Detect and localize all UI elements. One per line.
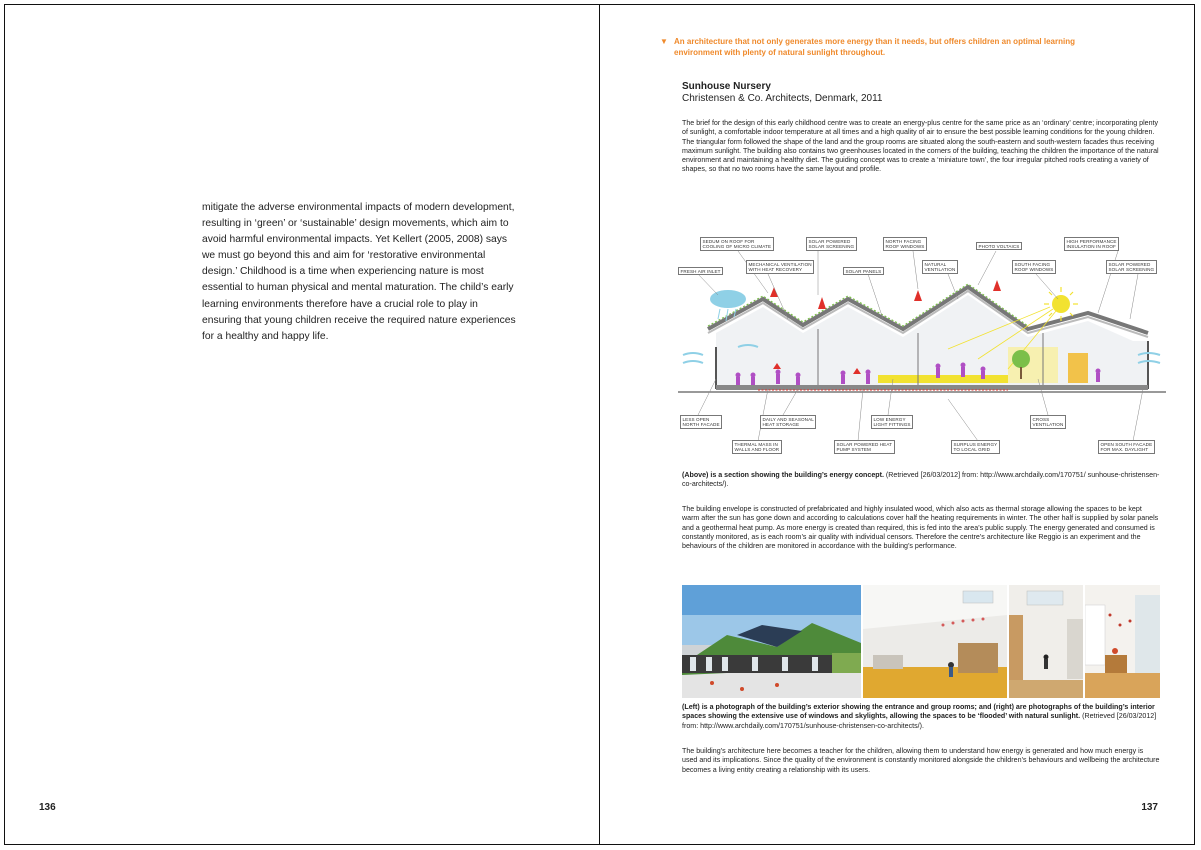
- label-light-fittings: LOW ENERGY LIGHT FITTINGS: [871, 415, 913, 429]
- label-solar-panels: SOLAR PANELS: [843, 267, 884, 275]
- page-number-left: 136: [39, 802, 56, 813]
- left-page: [5, 5, 600, 844]
- photo-corridor: [1009, 585, 1083, 698]
- label-natural-ventilation: NATURAL VENTILATION: [922, 260, 958, 274]
- label-south-roof-windows: SOUTH FACING ROOF WINDOWS: [1012, 260, 1056, 274]
- energy-section-diagram: [678, 229, 1166, 461]
- caption-diagram-source: (Retrieved [26/03/2012] from: http://www.archdaily.com/170751/ sunhouse-christensen-co-architects/).: [682, 471, 1160, 489]
- label-solar-screening-right: SOLAR POWERED SOLAR SCREENING: [1106, 260, 1157, 274]
- label-thermal-mass: THERMAL MASS IN WALLS AND FLOOR: [732, 440, 782, 454]
- photo-strip: [682, 585, 1160, 698]
- label-mech-ventilation: MECHANICAL VENTILATION WITH HEAT RECOVERY: [746, 260, 814, 274]
- project-subtitle: Christensen & Co. Architects, Denmark, 2011: [682, 93, 883, 104]
- label-solar-screening-top: SOLAR POWERED SOLAR SCREENING: [806, 237, 857, 251]
- body-paragraph-1: The brief for the design of this early childhood centre was to create an energy-plus centre for the same price as an ‘ordinary’ centre; incorporating plenty of sunlight, a comfortable indoor temperature at all times and a high quality of air to ensure the best possible learning conditions for the young children. The triangular form followed the shape of the land and the group rooms are situated along the south-eastern and south-western facades thus receiving maximum sunlight. The building also contains two greenhouses located in the corners of the building, teaching the children the importance of the natural environment and maintaining a healthy diet. The guiding concept was to create a ‘miniature town’, the four irregular pitched roofs creating a variety of shapes, so that no two rooms have the same layout and profile.: [682, 119, 1159, 174]
- label-heat-pump: SOLAR POWERED HEAT PUMP SYSTEM: [834, 440, 895, 454]
- pull-quote-text: An architecture that not only generates more energy than it needs, but offers children an optimal learning environment with plenty of natural sunlight throughout.: [674, 37, 1075, 57]
- left-paragraph: mitigate the adverse environmental impacts of modern development, resulting in ‘green’ or ‘sustainable’ design movements, which aim to avoid harmful environmental impacts. Yet Kellert (2005, 2008) says we must go beyond this and aim for ‘restorative environmental design.’ Childhood is a time when experiencing nature is most essential to human physical and mental maturation. The child’s early learning environments therefore have a crucial role to play in ensuring that young children receive the required nature experiences for a healthy and happy life.: [202, 202, 516, 342]
- caption-diagram-bold: (Above) is a section showing the building’s energy concept.: [682, 471, 884, 479]
- label-photovoltaics: PHOTO VOLTAICS: [976, 242, 1022, 250]
- project-title: Sunhouse Nursery: [682, 81, 771, 92]
- pull-quote: [660, 37, 1094, 58]
- photo-group-room: [863, 585, 1007, 698]
- body-paragraph-3: The building’s architecture here becomes a teacher for the children, allowing them to understand how energy is generated and how much energy is used and its implications. Since the quality of the environment is constantly monitored alongside the children’s behaviours and wellbeing the architecture becomes a living entity creating a relationship with its users.: [682, 747, 1160, 774]
- photo-exterior: [682, 585, 861, 698]
- body-paragraph-2: The building envelope is constructed of prefabricated and highly insulated wood, which also acts as thermal storage allowing the spaces to be kept warm after the sun has gone down and according to calculations cover half the heating requirements in winter. The other half is supplied by solar panels and a geothermal heat pump. As more energy is created than required, this is fed into the area’s public supply. The energy generated and consumed is constantly monitored, as is each room’s air quality with individual censors. Therefore the centre’s architecture like Reggio is an experiment and the behaviours of the children are monitored in accordance with the building’s performance.: [682, 505, 1159, 551]
- label-fresh-air: FRESH AIR INLET: [678, 267, 723, 275]
- triangle-marker-icon: ▼: [660, 37, 668, 46]
- page-number-right: 137: [1141, 802, 1158, 813]
- photo-classroom: [1085, 585, 1160, 698]
- label-surplus-energy: SURPLUS ENERGY TO LOCAL GRID: [951, 440, 1000, 454]
- caption-photos: [682, 703, 1160, 731]
- left-page-text: [202, 200, 517, 345]
- label-open-south-facade: OPEN SOUTH FACADE FOR MAX. DAYLIGHT: [1098, 440, 1155, 454]
- label-cross-ventilation: CROSS VENTILATION: [1030, 415, 1066, 429]
- label-north-roof-windows: NORTH FACING ROOF WINDOWS: [883, 237, 927, 251]
- caption-photos-bold: (Left) is a photograph of the building’s exterior showing the entrance and group rooms; and (right) are photographs of the building’s interior spaces showing the extensive use of windows and skylights, allowing the spaces to be ‘flooded’ with natural sunlight.: [682, 703, 1155, 721]
- book-spread: [4, 4, 1195, 845]
- caption-photos-source: (Retrieved [26/03/2012] from: http://www.archdaily.com/170751/sunhouse-christensen-co-architects/).: [682, 712, 1157, 730]
- label-less-open-north: LESS OPEN NORTH FACADE: [680, 415, 722, 429]
- label-heat-storage: DAILY AND SEASONAL HEAT STORAGE: [760, 415, 816, 429]
- label-insulation: HIGH PERFORMANCE INSULATION IN ROOF: [1064, 237, 1119, 251]
- label-sedum: SEDUM ON ROOF FOR COOLING OF MICRO CLIMATE: [700, 237, 774, 251]
- right-page: [600, 5, 1194, 844]
- caption-diagram: [682, 471, 1160, 490]
